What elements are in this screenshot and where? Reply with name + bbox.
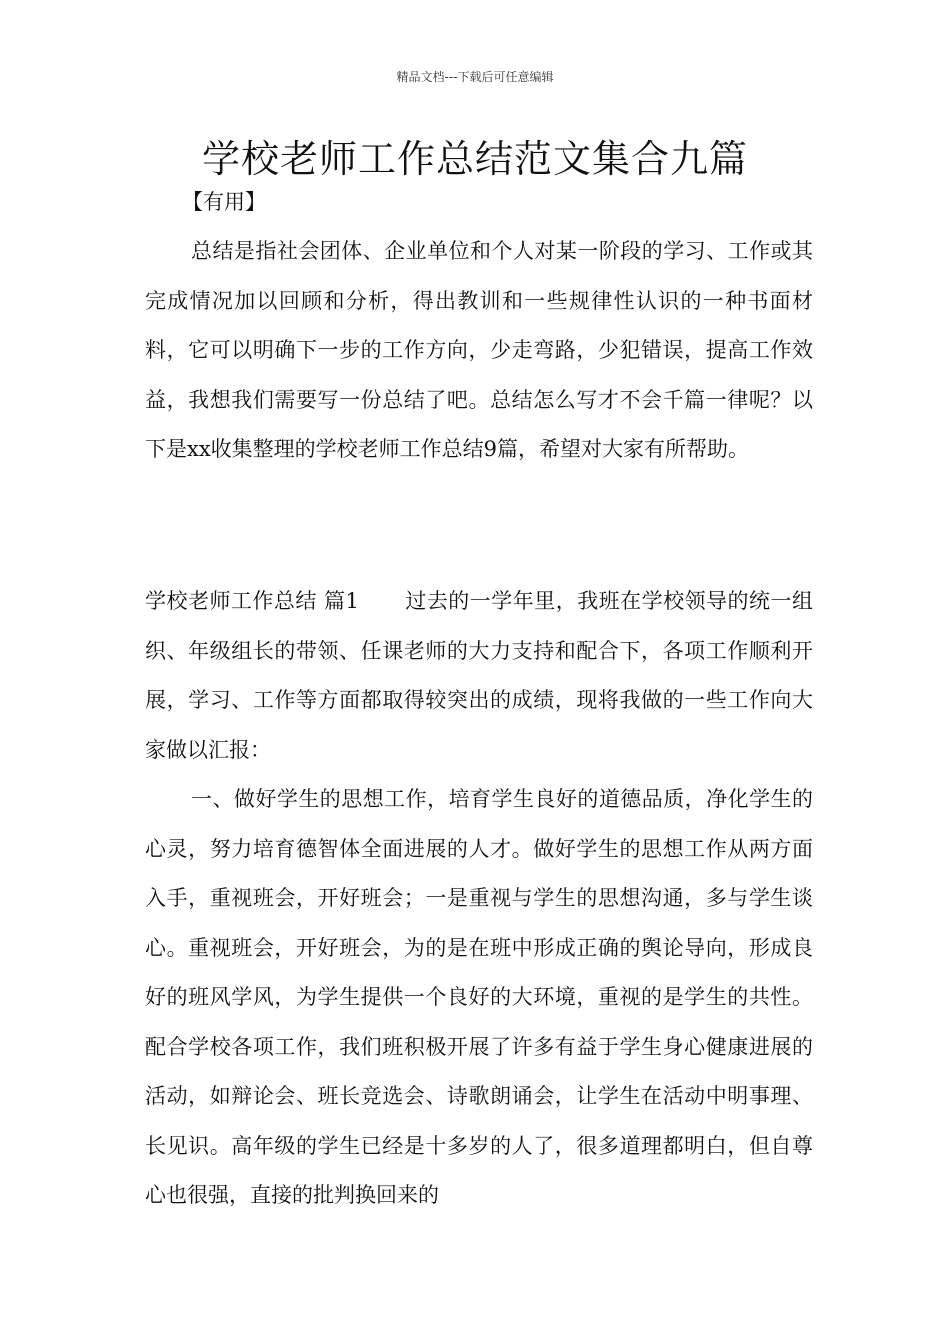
intro-text: 总结是指社会团体、企业单位和个人对某一阶段的学习、工作或其完成情况加以回顾和分析，得出教训和一些规律性认识的一种书面材料，它可以明确下一步的工作方向，少走弯路，少犯错误，提高工作效益，我想我们需要写一份总结了吧。总结怎么写才不会千篇一律呢？以下是xx收集整理的学校老师工作总结9篇，希望对大家有所帮助。 [145,239,813,461]
document-title: 学校老师工作总结范文集合九篇 [201,137,748,181]
section-1-label: 学校老师工作总结 篇1 [145,589,359,613]
header-note: 精品文档---下载后可任意编辑 [396,70,554,84]
section-1-paragraph-1 [145,577,813,775]
intro-paragraph [145,227,813,475]
document-subtitle: 【有用】 [182,190,266,214]
section-1 [145,577,813,1221]
section-1-paragraph-2: 一、做好学生的思想工作，培育学生良好的道德品质，净化学生的心灵，努力培育德智体全面进展的人才。做好学生的思想工作从两方面入手，重视班会，开好班会；一是重视与学生的思想沟通，多与学生谈心。重视班会，开好班会，为的是在班中形成正确的舆论导向，形成良好的班风学风，为学生提供一个良好的大环境，重视的是学生的共性。配合学校各项工作，我们班积极开展了许多有益于学生身心健康进展的活动，如辩论会、班长竞选会、诗歌朗诵会，让学生在活动中明事理、长见识。高年级的学生已经是十多岁的人了，很多道理都明白，但自尊心也很强，直接的批判换回来的 [145,787,813,1207]
section-1-paragraph-1-text: 过去的一学年里，我班在学校领导的统一组织、年级组长的带领、任课老师的大力支持和配合下，各项工作顺利开展，学习、工作等方面都取得较突出的成绩，现将我做的一些工作向大家做以汇报： [145,589,813,762]
